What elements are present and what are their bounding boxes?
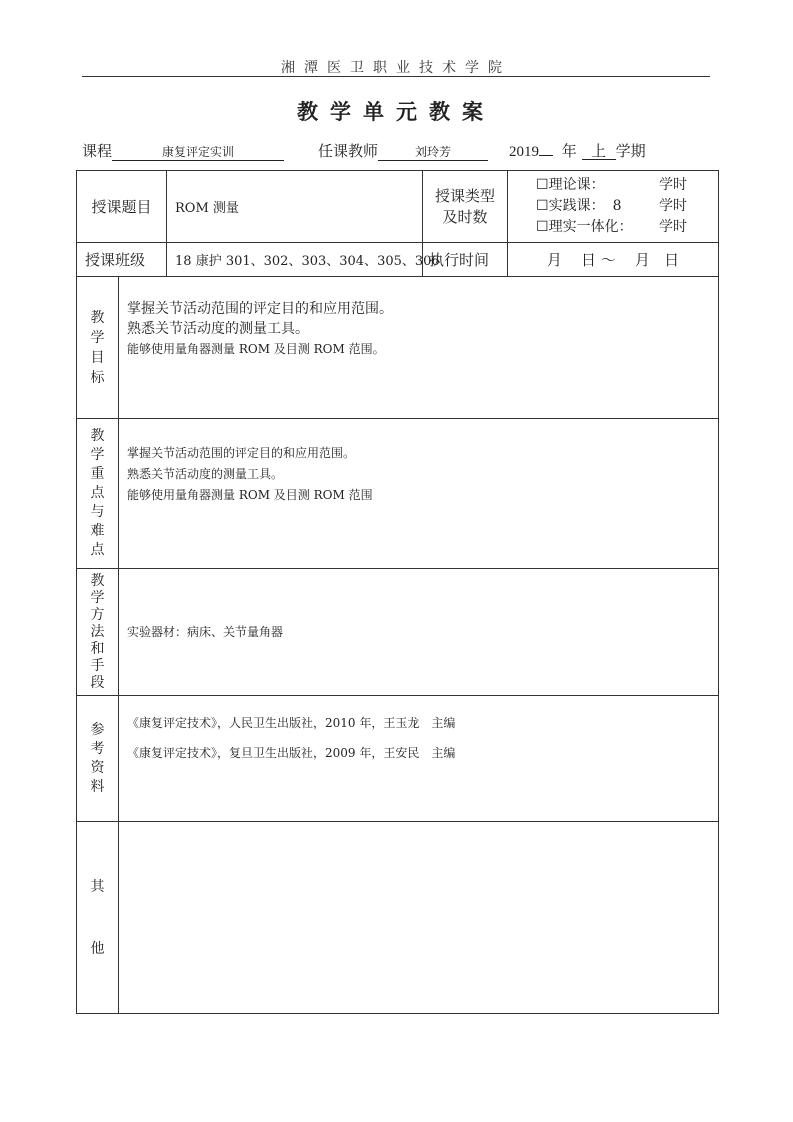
section-label [77, 696, 119, 822]
document-title: 教学单元教案 [297, 99, 495, 124]
key-points-label: 教学重点与难点 [90, 428, 105, 558]
topic-label: 授课题目 [77, 171, 167, 243]
section-key-points [77, 419, 719, 569]
type-label-line2: 及时数 [442, 207, 488, 226]
section-label [77, 277, 119, 419]
content-line: 熟悉关节活动度的测量工具。 [127, 467, 284, 481]
exec-time-value: 月 日 ～ 月 日 [508, 243, 719, 277]
section-objectives [77, 277, 719, 419]
section-content [119, 696, 719, 822]
term-label: 学期 [615, 142, 646, 160]
content-line: 能够使用量角器测量 ROM 及目测 ROM 范围 [127, 488, 373, 502]
header-divider [82, 76, 710, 77]
class-row [77, 243, 719, 277]
term-field [509, 140, 646, 161]
type-label [423, 171, 508, 243]
school-name: 湘潭医卫职业技术学院 [281, 60, 511, 76]
content-line: 掌握关节活动范围的评定目的和应用范围。 [127, 446, 356, 460]
references-label: 参考资料 [90, 721, 105, 795]
class-value: 18 康护 301、302、303、304、305、306 [167, 243, 423, 277]
lesson-plan-table [76, 170, 719, 1014]
topic-row [77, 171, 719, 243]
type-option-theory [536, 175, 718, 196]
option-unit: 学时 [659, 198, 688, 214]
other-label-part: 其 [90, 878, 105, 895]
type-label-line1: 授课类型 [435, 186, 496, 205]
content-line: 实验器材：病床、关节量角器 [127, 625, 284, 639]
section-other [77, 822, 719, 1014]
section-content [119, 277, 719, 419]
option-label: 理实一体化： [548, 219, 633, 235]
section-content[interactable] [119, 822, 719, 1014]
course-value: 康复评定实训 [112, 144, 284, 161]
topic-value: ROM 测量 [167, 171, 423, 243]
term-value: 上 [582, 143, 616, 160]
section-label [77, 822, 119, 1014]
exec-time-label: 执行时间 [423, 243, 508, 277]
course-field [82, 140, 284, 161]
type-options [508, 171, 719, 243]
content-line: 熟悉关节活动度的测量工具。 [127, 321, 309, 337]
course-label: 课程 [82, 142, 113, 160]
option-unit: 学时 [659, 177, 688, 193]
year-label: 年 [561, 142, 577, 160]
checkbox-icon[interactable]: ☐ [536, 198, 549, 214]
option-unit: 学时 [659, 219, 688, 235]
methods-label: 教学方法和手段 [90, 572, 105, 691]
type-option-practice [536, 196, 718, 217]
year-blank [539, 155, 553, 156]
option-label: 实践课： [548, 198, 605, 214]
checkbox-icon[interactable]: ☐ [536, 219, 549, 235]
type-option-integrated [536, 217, 718, 238]
other-label-part: 他 [90, 940, 105, 957]
option-hours: 8 [612, 198, 622, 214]
option-label: 理论课： [548, 177, 605, 193]
section-content [119, 419, 719, 569]
checkbox-icon[interactable]: ☐ [536, 177, 549, 193]
section-label [77, 419, 119, 569]
section-label [77, 569, 119, 696]
class-label: 授课班级 [77, 243, 167, 277]
teacher-value: 刘玲芳 [378, 144, 488, 161]
section-methods [77, 569, 719, 696]
teacher-field [318, 140, 488, 161]
content-line: 掌握关节活动范围的评定目的和应用范围。 [127, 301, 393, 317]
teacher-label: 任课教师 [318, 142, 379, 160]
section-content [119, 569, 719, 696]
content-line: 《康复评定技术》，人民卫生出版社，2010 年，王玉龙 主编 [127, 716, 456, 730]
section-references [77, 696, 719, 822]
year-value: 2019 [509, 144, 539, 160]
content-line: 《康复评定技术》，复旦卫生出版社，2009 年，王安民 主编 [127, 746, 456, 760]
content-line: 能够使用量角器测量 ROM 及目测 ROM 范围。 [127, 342, 385, 356]
objectives-label: 教学目标 [90, 309, 105, 386]
